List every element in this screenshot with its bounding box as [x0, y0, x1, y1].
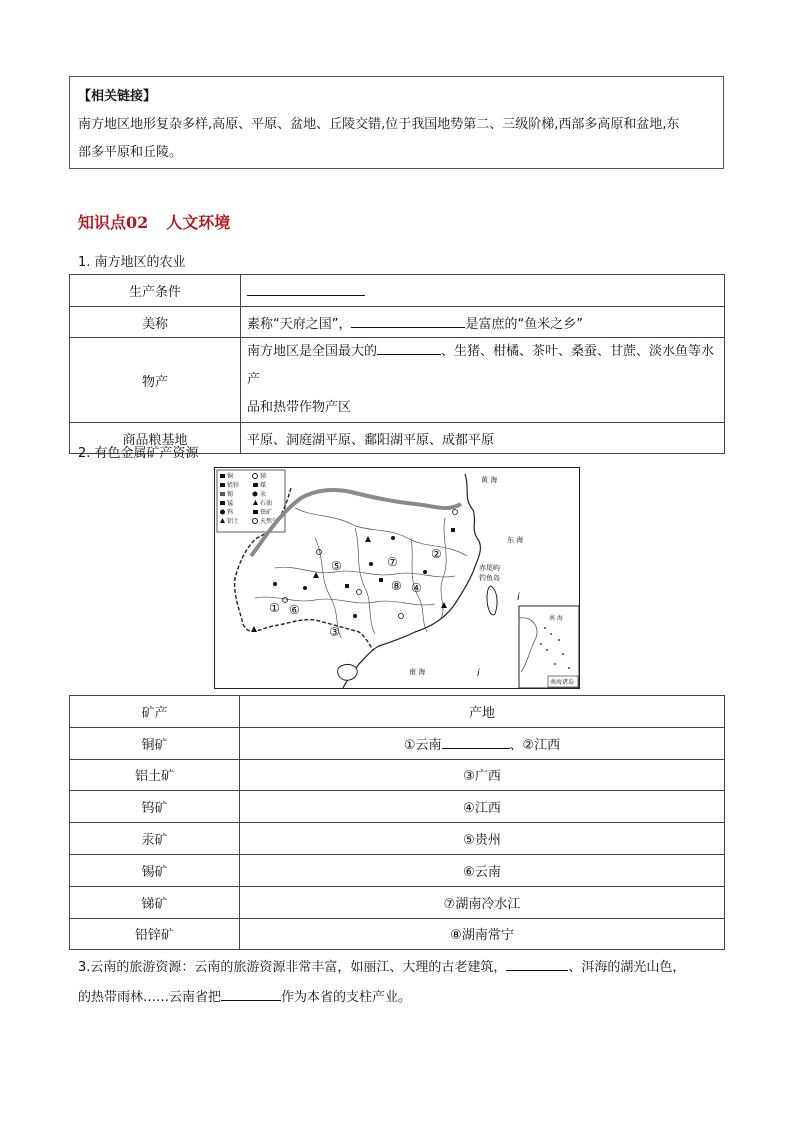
mineral-place: ⑥云南: [240, 854, 725, 886]
legend-symbol: [253, 510, 258, 514]
table-row: [70, 307, 725, 338]
legend-item: 煤: [260, 482, 267, 489]
marker-2: ②: [431, 547, 442, 561]
scale-mark: i: [517, 592, 520, 603]
mineral-name: 锡矿: [70, 854, 240, 886]
knowledge-point-heading: [78, 210, 230, 233]
mineral-name: 锑矿: [70, 886, 240, 918]
related-link-text-1: 南方地区地形复杂多样,高原、平原、盆地、丘陵交错,位于我国地势第二、三级阶梯,西部多高原和盆地,东: [78, 117, 680, 132]
row-label: 生产条件: [70, 275, 241, 307]
legend-item: 汞: [260, 491, 267, 498]
legend-item: 铅锌: [227, 482, 240, 489]
marker-8: ⑧: [391, 579, 402, 593]
text-part: 是富庶的“鱼米之乡”: [465, 316, 583, 332]
row-content: [241, 275, 725, 307]
mineral-name: 铅锌矿: [70, 918, 240, 950]
mineral-name: 铝土矿: [70, 759, 240, 791]
text-part: ①云南: [403, 737, 442, 753]
answer-blank[interactable]: [442, 735, 510, 749]
legend-item: 锡: [227, 491, 234, 498]
legend-item: 石油: [260, 500, 273, 507]
mineral-place: ⑧湖南常宁: [240, 918, 725, 950]
mineral-markers: [269, 547, 442, 639]
legend-item: 铝土: [227, 518, 240, 525]
island-label: 钓鱼岛: [479, 574, 500, 582]
legend-item: 锑: [260, 473, 267, 480]
row-label: 美称: [70, 307, 241, 338]
legend-item: 钨: [227, 509, 234, 516]
legend-symbol: [253, 483, 258, 487]
row-content: [241, 338, 725, 423]
text-part: 作为本省的支柱产业。: [281, 990, 412, 1005]
marker-6: ⑥: [289, 603, 300, 617]
legend-symbol: [220, 492, 225, 496]
answer-blank[interactable]: [221, 987, 281, 1001]
mineral-place: [240, 727, 725, 759]
mineral-name: 钨矿: [70, 791, 240, 823]
taiwan-island: [487, 586, 497, 615]
mineral-name: 汞矿: [70, 823, 240, 855]
table-row: [70, 886, 725, 918]
marker-5: ⑤: [331, 559, 342, 573]
mineral-name: 铜矿: [70, 727, 240, 759]
text-part: 的热带雨林……云南省把: [78, 990, 222, 1005]
map-svg: [215, 468, 579, 688]
table-header-row: [70, 696, 725, 728]
related-link-box: [69, 76, 724, 169]
related-link-title: 【相关链接】: [78, 89, 157, 104]
answer-blank[interactable]: [351, 314, 465, 328]
text-part: 南方地区是全国最大的: [247, 344, 378, 359]
scale-mark: i: [477, 668, 480, 679]
row-content: [241, 307, 725, 338]
mineral-place: ⑦湖南冷水江: [240, 886, 725, 918]
question-2-heading: 2. 有色金属矿产资源: [78, 446, 199, 461]
marker-4: ④: [411, 581, 422, 595]
legend-symbol: [220, 501, 225, 505]
legend-item: 天然气: [260, 518, 279, 525]
legend-item: 铁矿: [260, 509, 273, 516]
table-row: [70, 854, 725, 886]
mineral-place: ④江西: [240, 791, 725, 823]
legend-symbol: [220, 474, 225, 478]
answer-blank[interactable]: [377, 341, 441, 355]
table-row: [70, 918, 725, 950]
table-row: [70, 338, 725, 423]
row-label: 商品粮基地: [70, 423, 241, 454]
minerals-map: [214, 467, 580, 689]
sea-label: 黄 海: [481, 476, 498, 484]
knowledge-point-label: 知识点02: [78, 213, 149, 232]
legend-symbol: [220, 483, 225, 487]
legend-item: 铜: [227, 473, 234, 480]
legend-symbol: [220, 510, 225, 515]
question-1-heading: 1. 南方地区的农业: [78, 255, 186, 270]
table-row: [70, 823, 725, 855]
island-label: 赤尾屿: [479, 564, 500, 572]
province-borders: [255, 508, 467, 638]
inset-caption: 南海诸岛: [550, 679, 575, 686]
agriculture-table: [69, 274, 725, 454]
marker-7: ⑦: [387, 555, 398, 569]
answer-blank[interactable]: [506, 957, 568, 971]
sea-label: 南 海: [409, 668, 426, 676]
sea-label: 东 海: [507, 536, 524, 544]
mineral-place: ③广西: [240, 759, 725, 791]
mine-symbols: [251, 528, 455, 632]
text-part: 、生猪、柑橘、茶叶、桑蚕、甘蔗、淡水鱼等水产: [247, 344, 715, 387]
table-row: [70, 759, 725, 791]
text-part: 素称“天府之国”，: [247, 316, 352, 332]
inset-sea-label: 南 海: [549, 615, 563, 622]
text-part: 、洱海的湖光山色，: [568, 960, 686, 975]
text-part: 品和热带作物产区: [247, 400, 352, 415]
text-part: 3.云南的旅游资源：云南的旅游资源非常丰富，如丽江、大理的古老建筑，: [78, 960, 507, 975]
legend-item: 锰: [227, 500, 234, 507]
mineral-place: ⑤贵州: [240, 823, 725, 855]
table-row: [70, 727, 725, 759]
table-row: [70, 791, 725, 823]
marker-1: ①: [269, 601, 280, 615]
table-row: [70, 275, 725, 307]
knowledge-point-title: 人文环境: [166, 213, 231, 232]
related-link-text-2: 部多平原和丘陵。: [78, 145, 183, 160]
text-part: 、②江西: [509, 737, 561, 753]
question-3-paragraph: [78, 953, 728, 1013]
column-header: 矿产: [70, 696, 240, 728]
answer-blank[interactable]: [247, 282, 365, 296]
minerals-table: [69, 695, 725, 950]
row-label: 物产: [70, 338, 241, 423]
marker-3: ③: [329, 625, 340, 639]
row-content: 平原、洞庭湖平原、鄱阳湖平原、成都平原: [241, 423, 725, 454]
hainan-island: [338, 664, 358, 680]
legend-symbol: [253, 492, 258, 497]
column-header: 产地: [240, 696, 725, 728]
